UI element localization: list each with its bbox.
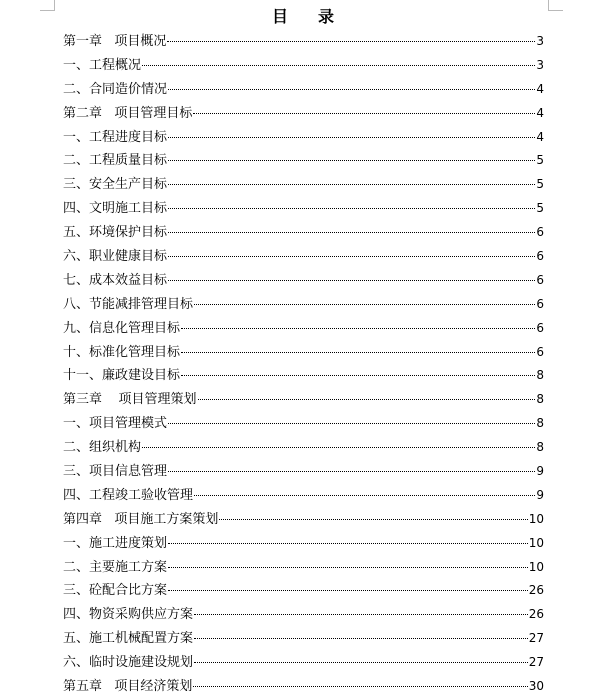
toc-dot-leader xyxy=(168,160,535,161)
toc-entry-page-number: 9 xyxy=(536,464,544,479)
toc-entry-label: 六、职业健康目标 xyxy=(63,249,168,265)
toc-dot-leader xyxy=(194,614,528,615)
toc-entry-page-number: 5 xyxy=(536,177,544,192)
toc-entry-page-number: 10 xyxy=(528,535,544,550)
toc-entry[interactable] xyxy=(63,78,544,102)
toc-title-part2: 录 xyxy=(318,7,335,26)
toc-entry-page-number: 8 xyxy=(536,416,544,431)
toc-dot-leader xyxy=(168,471,535,472)
toc-title-part1: 目 xyxy=(271,7,288,26)
toc-entry-label: 五、环境保护目标 xyxy=(63,225,168,241)
toc-entry-page-number: 6 xyxy=(536,272,544,287)
table-of-contents xyxy=(63,30,544,699)
toc-entry-label: 第三章 项目管理策划 xyxy=(63,392,197,408)
toc-entry-label: 四、物资采购供应方案 xyxy=(63,607,194,623)
toc-entry-label: 九、信息化管理目标 xyxy=(63,320,181,336)
toc-entry[interactable] xyxy=(63,245,544,269)
toc-entry-label: 第四章 项目施工方案策划 xyxy=(63,511,219,527)
toc-entry[interactable] xyxy=(63,603,544,627)
toc-entry-label: 五、施工机械配置方案 xyxy=(63,631,194,647)
toc-entry-page-number: 9 xyxy=(536,487,544,502)
toc-dot-leader xyxy=(193,113,535,114)
toc-entry-page-number: 26 xyxy=(528,607,544,622)
toc-entry-label: 三、安全生产目标 xyxy=(63,177,168,193)
toc-entry-page-number: 4 xyxy=(536,129,544,144)
toc-entry-page-number: 8 xyxy=(536,392,544,407)
toc-dot-leader xyxy=(219,519,527,520)
toc-entry-label: 一、施工进度策划 xyxy=(63,535,168,551)
toc-dot-leader xyxy=(168,137,535,138)
toc-entry-page-number: 4 xyxy=(536,81,544,96)
toc-entry-page-number: 26 xyxy=(528,583,544,598)
toc-entry[interactable] xyxy=(63,436,544,460)
toc-entry-label: 一、项目管理模式 xyxy=(63,416,168,432)
toc-dot-leader xyxy=(168,208,535,209)
toc-entry[interactable] xyxy=(63,341,544,365)
toc-entry-page-number: 3 xyxy=(536,57,544,72)
toc-entry[interactable] xyxy=(63,556,544,580)
toc-dot-leader xyxy=(168,89,535,90)
toc-entry-page-number: 6 xyxy=(536,344,544,359)
toc-entry[interactable] xyxy=(63,651,544,675)
toc-title xyxy=(0,6,606,28)
toc-entry[interactable] xyxy=(63,508,544,532)
toc-entry-label: 四、工程竣工验收管理 xyxy=(63,487,194,503)
toc-dot-leader xyxy=(194,662,528,663)
toc-entry[interactable] xyxy=(63,54,544,78)
toc-entry[interactable] xyxy=(63,412,544,436)
toc-dot-leader xyxy=(142,65,535,66)
toc-dot-leader xyxy=(181,352,535,353)
toc-entry[interactable] xyxy=(63,293,544,317)
toc-entry[interactable] xyxy=(63,221,544,245)
toc-entry[interactable] xyxy=(63,460,544,484)
toc-entry-label: 第一章 项目概况 xyxy=(63,34,167,49)
toc-entry[interactable] xyxy=(63,627,544,651)
toc-dot-leader xyxy=(194,495,535,496)
toc-entry-page-number: 6 xyxy=(536,320,544,335)
toc-entry-label: 四、文明施工目标 xyxy=(63,201,168,217)
toc-entry-label: 十、标准化管理目标 xyxy=(63,344,181,360)
toc-entry-page-number: 4 xyxy=(536,105,544,120)
toc-dot-leader xyxy=(181,328,535,329)
toc-dot-leader xyxy=(168,184,535,185)
toc-entry-label: 二、工程质量目标 xyxy=(63,153,168,169)
toc-dot-leader xyxy=(181,375,535,376)
toc-entry-label: 七、成本效益目标 xyxy=(63,272,168,288)
toc-entry[interactable] xyxy=(63,197,544,221)
toc-entry-page-number: 6 xyxy=(536,296,544,311)
toc-dot-leader xyxy=(167,41,535,42)
toc-entry-label: 三、砼配合比方案 xyxy=(63,583,168,599)
toc-entry-page-number: 5 xyxy=(536,153,544,168)
toc-entry-page-number: 27 xyxy=(528,655,544,670)
toc-entry-page-number: 8 xyxy=(536,440,544,455)
toc-dot-leader xyxy=(168,423,535,424)
toc-entry[interactable] xyxy=(63,317,544,341)
toc-entry[interactable] xyxy=(63,30,544,54)
toc-entry-page-number: 5 xyxy=(536,201,544,216)
toc-entry[interactable] xyxy=(63,173,544,197)
toc-entry-label: 二、主要施工方案 xyxy=(63,559,168,575)
toc-entry[interactable] xyxy=(63,364,544,388)
toc-entry-page-number: 27 xyxy=(528,631,544,646)
toc-entry[interactable] xyxy=(63,126,544,150)
toc-dot-leader xyxy=(198,399,536,400)
toc-entry-page-number: 6 xyxy=(536,225,544,240)
toc-entry-page-number: 10 xyxy=(528,511,544,526)
toc-dot-leader xyxy=(193,686,527,687)
toc-entry[interactable] xyxy=(63,675,544,699)
toc-entry-label: 第五章 项目经济策划 xyxy=(63,679,193,695)
toc-entry-label: 六、临时设施建设规划 xyxy=(63,655,194,671)
toc-entry-page-number: 3 xyxy=(536,34,544,48)
toc-dot-leader xyxy=(194,304,535,305)
toc-entry-page-number: 10 xyxy=(528,559,544,574)
toc-entry-page-number: 30 xyxy=(528,679,544,694)
toc-dot-leader xyxy=(168,280,535,281)
toc-entry[interactable] xyxy=(63,532,544,556)
toc-entry[interactable] xyxy=(63,149,544,173)
toc-dot-leader xyxy=(194,638,528,639)
toc-dot-leader xyxy=(168,256,535,257)
toc-entry-page-number: 8 xyxy=(536,368,544,383)
toc-entry-label: 第二章 项目管理目标 xyxy=(63,105,193,121)
toc-dot-leader xyxy=(168,590,528,591)
toc-entry[interactable] xyxy=(63,388,544,412)
toc-dot-leader xyxy=(168,543,528,544)
toc-dot-leader xyxy=(168,232,535,233)
toc-dot-leader xyxy=(168,567,528,568)
toc-entry-label: 一、工程进度目标 xyxy=(63,129,168,145)
toc-entry-label: 十一、廉政建设目标 xyxy=(63,368,181,384)
toc-entry-label: 三、项目信息管理 xyxy=(63,464,168,480)
toc-entry-label: 一、工程概况 xyxy=(63,57,142,73)
toc-entry-label: 八、节能减排管理目标 xyxy=(63,296,194,312)
toc-entry[interactable] xyxy=(63,269,544,293)
toc-entry[interactable] xyxy=(63,484,544,508)
toc-dot-leader xyxy=(142,447,535,448)
toc-entry-label: 二、合同造价情况 xyxy=(63,81,168,97)
toc-entry[interactable] xyxy=(63,102,544,126)
toc-entry-page-number: 6 xyxy=(536,249,544,264)
toc-entry[interactable] xyxy=(63,579,544,603)
toc-entry-label: 二、组织机构 xyxy=(63,440,142,456)
